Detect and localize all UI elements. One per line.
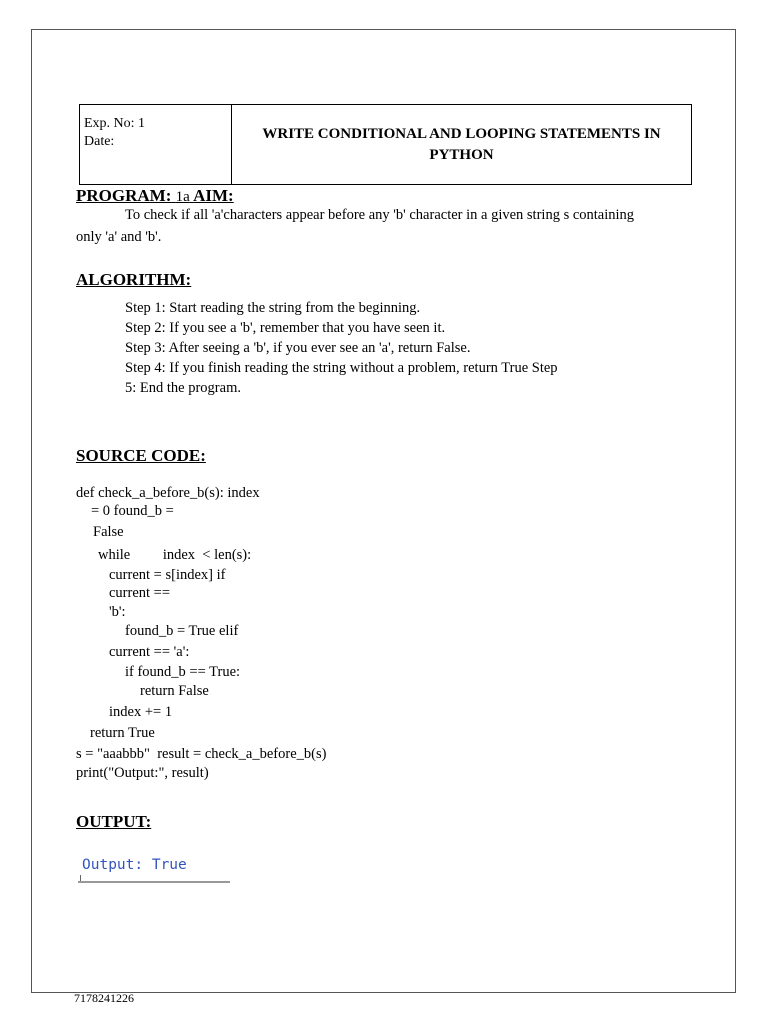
exp-no: Exp. No: 1 bbox=[84, 116, 146, 131]
algorithm-step: Step 4: If you finish reading the string without a problem, return True Step bbox=[125, 360, 558, 376]
program-heading bbox=[76, 186, 234, 206]
header-meta bbox=[80, 105, 232, 184]
code-line: current = s[index] if bbox=[109, 567, 226, 583]
header-table bbox=[79, 104, 692, 185]
code-line: print("Output:", result) bbox=[76, 765, 209, 781]
code-line: found_b = True elif bbox=[125, 623, 239, 639]
algorithm-step: Step 3: After seeing a 'b', if you ever see an 'a', return False. bbox=[125, 340, 471, 356]
output-screenshot bbox=[78, 857, 230, 883]
source-code-heading: SOURCE CODE: bbox=[76, 446, 206, 465]
algorithm-step: Step 2: If you see a 'b', remember that you have seen it. bbox=[125, 320, 446, 336]
code-line: if found_b == True: bbox=[125, 664, 241, 680]
code-line: current == bbox=[109, 585, 171, 601]
program-label: PROGRAM: bbox=[76, 186, 172, 205]
algorithm-step: Step 1: Start reading the string from the beginning. bbox=[125, 300, 421, 316]
algorithm-step: 5: End the program. bbox=[125, 380, 241, 396]
aim-line-1: To check if all 'a'characters appear before any 'b' character in a given string s containing bbox=[125, 207, 635, 223]
program-number: 1a bbox=[175, 189, 190, 205]
code-line: 'b': bbox=[109, 604, 126, 620]
code-line: index += 1 bbox=[109, 704, 173, 720]
code-line: return True bbox=[90, 725, 155, 741]
code-line: return False bbox=[140, 683, 209, 699]
footer-id: 7178241226 bbox=[74, 991, 134, 1005]
output-cursor-mark bbox=[80, 875, 81, 881]
code-line: s = "aaabbb" result = check_a_before_b(s) bbox=[76, 746, 327, 762]
experiment-title bbox=[232, 105, 691, 184]
code-line: def check_a_before_b(s): index bbox=[76, 485, 260, 501]
aim-line-2: only 'a' and 'b'. bbox=[76, 229, 162, 245]
title-line-2: PYTHON bbox=[429, 146, 494, 163]
algorithm-heading: ALGORITHM: bbox=[76, 270, 192, 289]
aim-label: AIM: bbox=[193, 186, 234, 205]
code-line: False bbox=[93, 524, 124, 540]
title-line-1: WRITE CONDITIONAL AND LOOPING STATEMENTS IN bbox=[262, 125, 661, 142]
output-text: Output: True bbox=[82, 857, 187, 873]
output-heading: OUTPUT: bbox=[76, 812, 152, 831]
code-line: while index < len(s): bbox=[98, 547, 252, 563]
code-line: = 0 found_b = bbox=[91, 503, 174, 519]
date-label: Date: bbox=[84, 134, 115, 149]
code-line: current == 'a': bbox=[109, 644, 190, 660]
